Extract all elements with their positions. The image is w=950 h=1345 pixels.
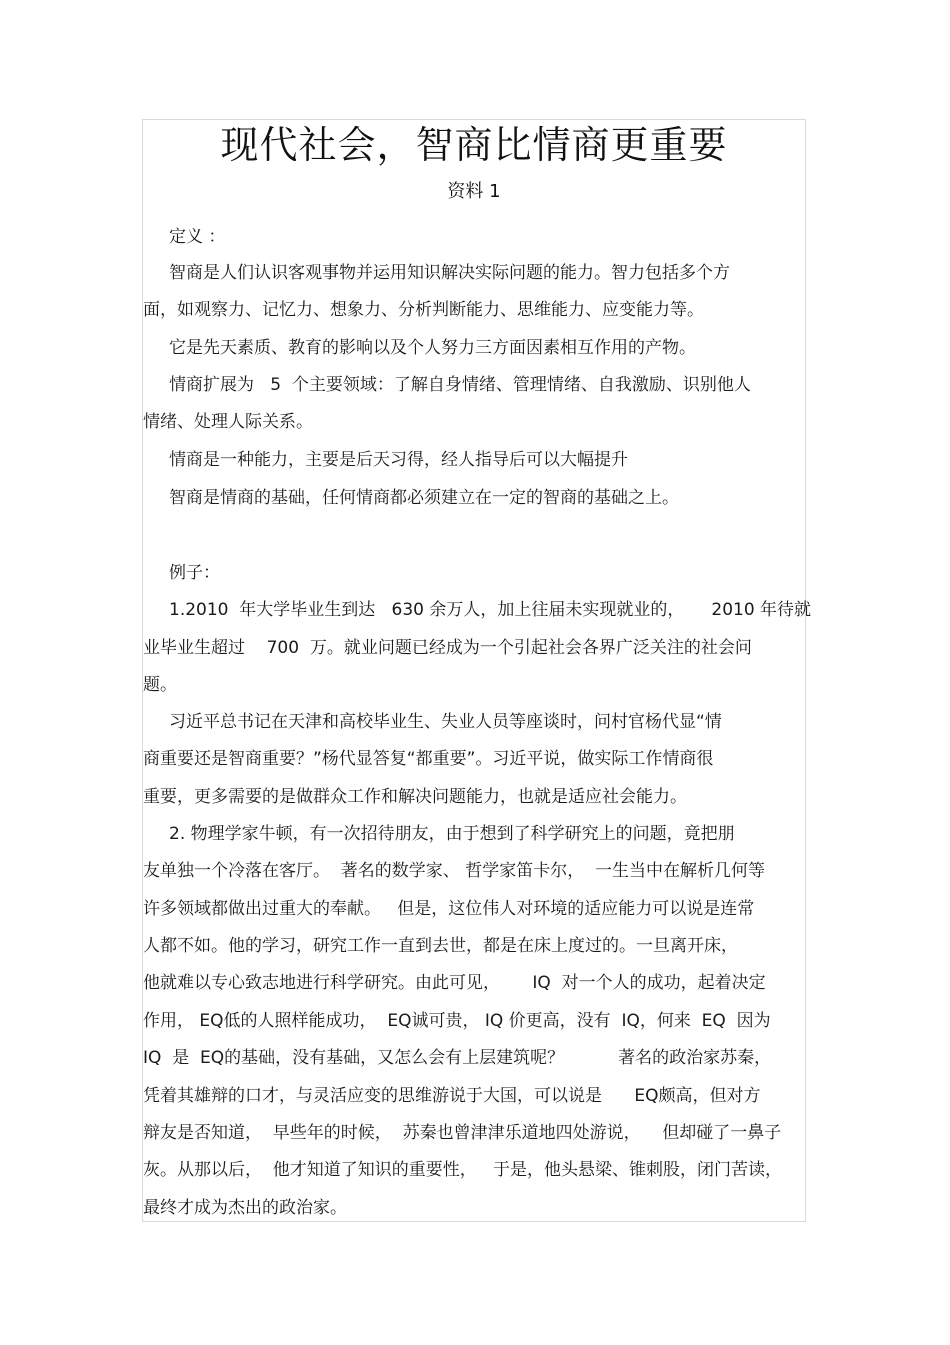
definition-heading: 定义 ： — [169, 227, 226, 247]
paragraph-line: 友单独一个冷落在客厅。 著名的数学家、 哲学家笛卡尔， 一生当中在解析几何等 — [143, 861, 766, 881]
document-title: 现代社会，智商比情商更重要 — [220, 123, 728, 167]
paragraph-line: 最终才成为杰出的政治家。 — [143, 1198, 347, 1218]
paragraph-line: 题。 — [143, 675, 177, 695]
paragraph-line: 业毕业生超过 700 万。就业问题已经成为一个引起社会各界广泛关注的社会问 — [143, 638, 752, 658]
paragraph-line: 辩友是否知道， 早些年的时候， 苏秦也曾津津乐道地四处游说， 但却碰了一鼻子 — [143, 1123, 782, 1143]
paragraph-line: 习近平总书记在天津和高校毕业生、失业人员等座谈时，问村官杨代显“情 — [169, 712, 722, 732]
document-subtitle: 资料 1 — [447, 181, 501, 202]
paragraph-line: 它是先天素质、教育的影响以及个人努力三方面因素相互作用的产物。 — [169, 338, 696, 358]
examples-heading: 例子： — [169, 563, 220, 583]
paragraph-line: 1.2010 年大学毕业生到达 630 余万人，加上往届未实现就业的， 2010 年待就 — [169, 600, 812, 620]
paragraph-line: 2. 物理学家牛顿，有一次招待朋友，由于想到了科学研究上的问题，竟把朋 — [169, 824, 735, 844]
paragraph-line: 灰。从那以后， 他才知道了知识的重要性， 于是，他头悬梁、锥刺股，闭门苦读， — [143, 1160, 783, 1180]
paragraph-line: 重要，更多需要的是做群众工作和解决问题能力，也就是适应社会能力。 — [143, 787, 687, 807]
paragraph-line: 作用， EQ低的人照样能成功， EQ诚可贵， IQ 价更高，没有 IQ，何来 EQ 因为 — [143, 1011, 771, 1031]
paragraph-line: 情商扩展为 5 个主要领域：了解自身情绪、管理情绪、自我激励、识别他人 — [169, 375, 751, 395]
paragraph-line: 智商是情商的基础，任何情商都必须建立在一定的智商的基础之上。 — [169, 488, 679, 508]
paragraph-line: IQ 是 EQ的基础，没有基础，又怎么会有上层建筑呢？ 著名的政治家苏秦， — [143, 1048, 772, 1068]
paragraph-line: 智商是人们认识客观事物并运用知识解决实际问题的能力。智力包括多个方 — [169, 263, 730, 283]
paragraph-line: 人都不如。他的学习，研究工作一直到去世，都是在床上度过的。一旦离开床， — [143, 936, 738, 956]
paragraph-line: 凭着其雄辩的口才，与灵活应变的思维游说于大国，可以说是 EQ颇高，但对方 — [143, 1086, 761, 1106]
paragraph-line: 面，如观察力、记忆力、想象力、分析判断能力、思维能力、应变能力等。 — [143, 300, 704, 320]
paragraph-line: 情商是一种能力，主要是后天习得，经人指导后可以大幅提升 — [169, 450, 628, 470]
paragraph-line: 商重要还是智商重要？”杨代显答复“都重要”。习近平说，做实际工作情商很 — [143, 749, 714, 769]
paragraph-line: 情绪、处理人际关系。 — [143, 412, 313, 432]
paragraph-line: 他就难以专心致志地进行科学研究。由此可见， IQ 对一个人的成功，起着决定 — [143, 973, 766, 993]
paragraph-line: 许多领域都做出过重大的奉献。 但是，这位伟人对环境的适应能力可以说是连常 — [143, 899, 755, 919]
